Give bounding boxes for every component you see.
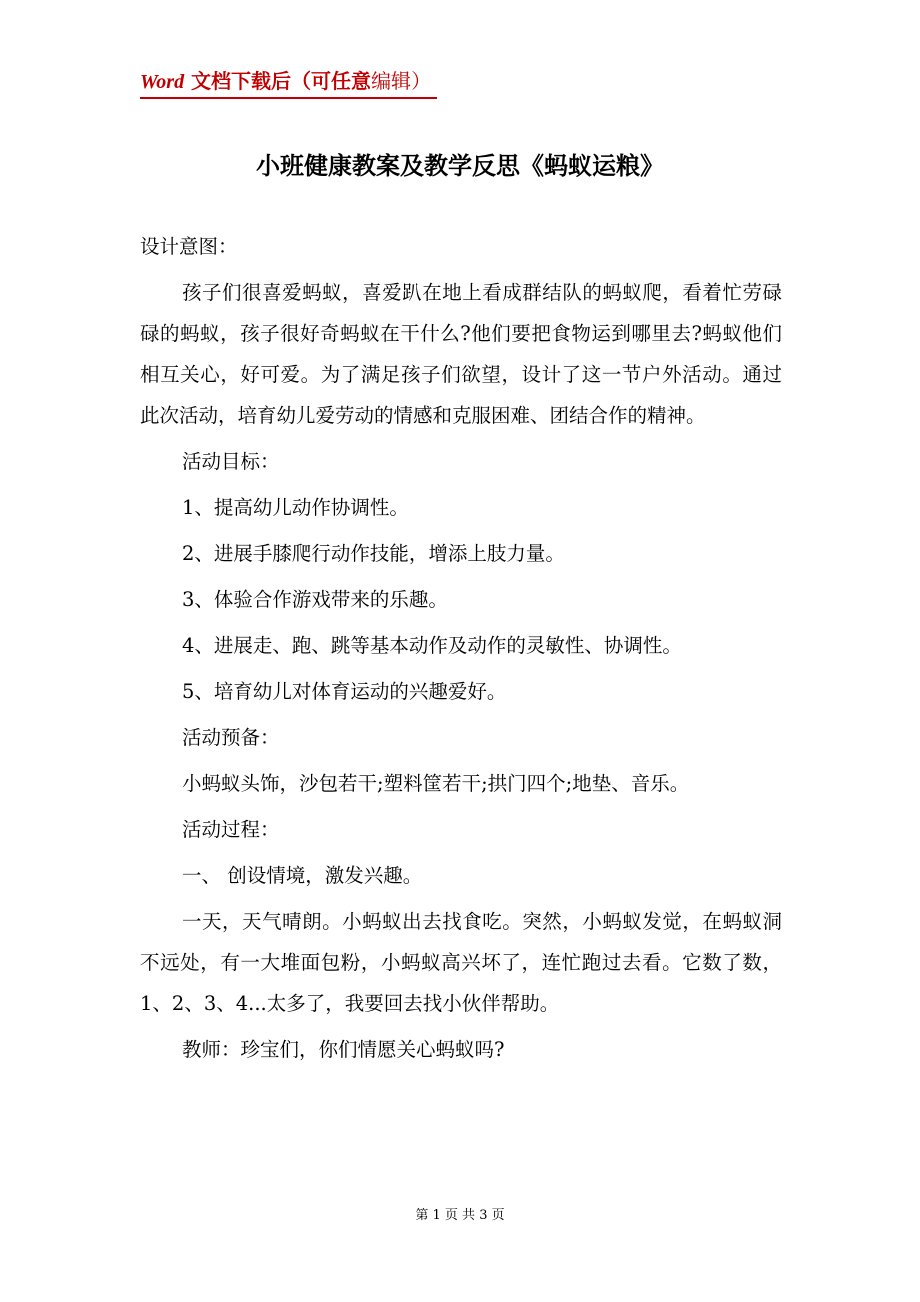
download-banner	[140, 66, 437, 99]
goal-item-5: 5、培育幼儿对体育运动的兴趣爱好。	[182, 680, 507, 703]
goal-item-3: 3、体验合作游戏带来的乐趣。	[182, 588, 448, 611]
goal-item-1: 1、提高幼儿动作协调性。	[182, 496, 409, 519]
paragraph-story: 一天，天气晴朗。小蚂蚁出去找食吃。突然，小蚂蚁发觉，在蚂蚁洞不远处，有一大堆面包粉，小蚂蚁高兴坏了，连忙跑过去看。它数了数，1、2、3、4...太多了，我要回去找小伙伴帮助。	[140, 910, 782, 1015]
section-heading-design: 设计意图：	[140, 235, 238, 258]
page-footer: 第 1 页 共 3 页	[415, 1208, 505, 1223]
goal-item-2: 2、进展手膝爬行动作技能，增添上肢力量。	[182, 542, 565, 565]
document-title: 小班健康教案及教学反思《蚂蚁运粮》	[256, 151, 664, 180]
banner-close: ）	[411, 69, 432, 93]
document-body	[140, 226, 782, 1075]
preparation-list: 小蚂蚁头饰，沙包若干;塑料筐若干;拱门四个;地垫、音乐。	[182, 772, 690, 795]
banner-edit: 编辑	[371, 69, 412, 93]
banner-text: 文档下载后（可任意	[184, 69, 372, 93]
banner-word: Word	[140, 71, 185, 93]
goal-item-4: 4、进展走、跑、跳等基本动作及动作的灵敏性、协调性。	[182, 634, 682, 657]
paragraph-design-intent: 孩子们很喜爱蚂蚁，喜爱趴在地上看成群结队的蚂蚁爬，看着忙劳碌碌的蚂蚁，孩子很好奇蚂蚁在干什么?他们要把食物运到哪里去?蚂蚁他们相互关心，好可爱。为了满足孩子们欲望，设计了这一节户外活动。通过此次活动，培育幼儿爱劳动的情感和克服困难、团结合作的精神。	[140, 281, 782, 427]
paragraph-teacher-question: 教师：珍宝们，你们情愿关心蚂蚁吗?	[182, 1038, 505, 1061]
section-heading-process: 活动过程：	[182, 818, 280, 841]
section-heading-goals: 活动目标：	[182, 450, 280, 473]
section-heading-preparation: 活动预备：	[182, 726, 280, 749]
process-step-1: 一、 创设情境，激发兴趣。	[182, 864, 423, 887]
